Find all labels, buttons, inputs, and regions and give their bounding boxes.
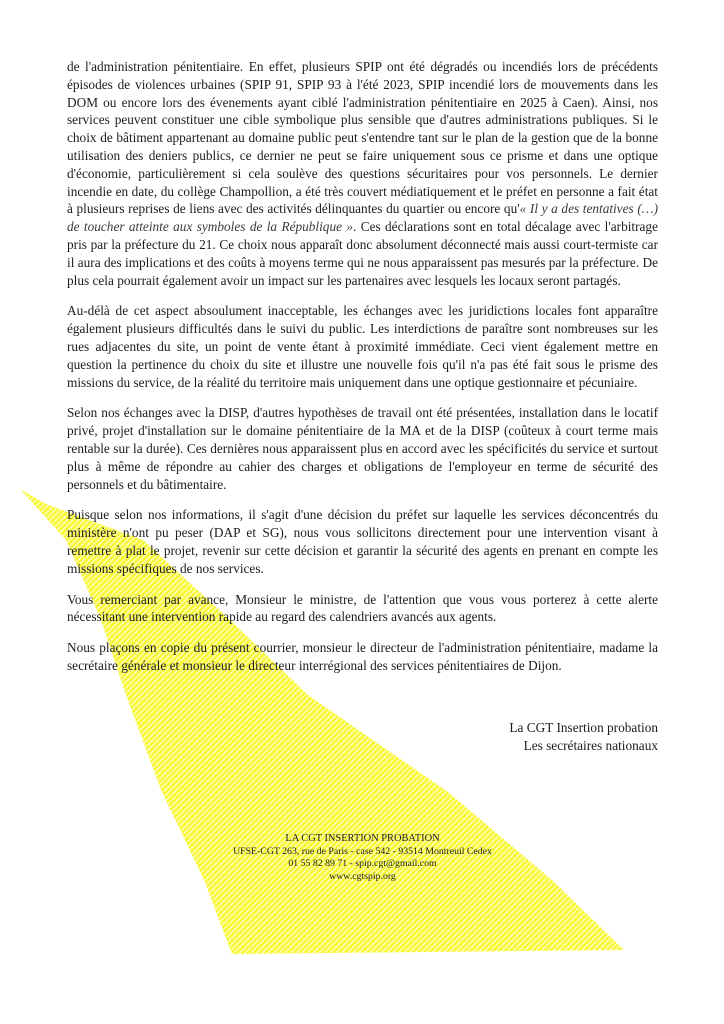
paragraph bbox=[67, 639, 658, 675]
signature-role: Les secrétaires nationaux bbox=[523, 737, 658, 753]
signature-org: La CGT Insertion probation bbox=[509, 719, 658, 735]
footer-website: www.cgtspip.org bbox=[329, 870, 396, 882]
footer-address: UFSE-CGT 263, rue de Paris - case 542 - 93514 Montreuil Cedex bbox=[233, 845, 492, 857]
letter-body bbox=[67, 58, 658, 675]
paragraph bbox=[67, 58, 658, 289]
quoted-speech: « Il y a des tentatives (…) de toucher atteinte aux symboles de la République » bbox=[67, 201, 659, 235]
letterhead-footer bbox=[67, 832, 658, 883]
paragraph-text: Au-délà de cet aspect absoulument inacceptable, les échanges avec les juridictions locales font apparaître également plusieurs difficultés dans le suivi du public. Les interdictions de paraître sont nombreuses sur les rues adjacentes du site, un point de vente étant à proximité immédiate. Ceci vient également mettre en question la pertinence du choix du site et illustre une nouvelle fois qu'il n'a pas été fait sous le prisme des missions du service, de la réalité du territoire mais uniquement dans une optique gestionnaire et pécuniaire. bbox=[67, 303, 658, 390]
paragraph-text: Selon nos échanges avec la DISP, d'autres hypothèses de travail ont été présentées, installation dans le locatif privé, projet d'installation sur le domaine pénitentiaire de la MA et de la DISP (coûteux à court terme mais rentable sur la durée). Ces dernières nous apparaissent plus en accord avec les spécificités du service et surtout plus à même de répondre au cahier des charges et obligations de l'employeur en terme de sécurité des personnels et du bâtimentaire. bbox=[67, 405, 658, 492]
paragraph bbox=[67, 506, 658, 577]
footer-phone-email: 01 55 82 89 71 - spip.cgt@gmail.com bbox=[288, 858, 437, 870]
paragraph-text: Vous remerciant par avance, Monsieur le ministre, de l'attention que vous vous porterez à cette alerte nécessitant une intervention rapide au regard des calendriers avancés aux agents. bbox=[67, 591, 658, 625]
signature-block bbox=[67, 719, 658, 755]
paragraph-text: de l'administration pénitentiaire. En effet, plusieurs SPIP ont été dégradés ou incendiés lors de précédents épisodes de violences urbaines (SPIP 91, SPIP 93 à l'été 2023, SPIP incendié lors de mouvements dans les DOM ou encore lors des évenements ayant ciblé l'administration pénitentiaire en 2025 à Caen). Ainsi, nos services peuvent constituer une cible symbolique plus sensible que d'autres administrations publiques. Si le choix de bâtiment appartenant au domaine public peut s'entendre tant sur le plan de la gestion que de la bonne utilisation des deniers publics, ce dernier ne peut se faire uniquement sous ce prisme et dans une optique d'économie, particulièrement si cela soulève des questions sécuritaires pour vos personnels. Le dernier incendie en date, du collège Champollion, a été très couvert médiatiquement et le préfet en personne a fait état à plusieurs reprises de liens avec des activités délinquantes du quartier ou encore qu' bbox=[67, 59, 658, 217]
footer-org-name: LA CGT INSERTION PROBATION bbox=[285, 833, 440, 845]
paragraph-text: Nous plaçons en copie du présent courrier, monsieur le directeur de l'administration pénitentiaire, madame la secrétaire générale et monsieur le directeur interrégional des services pénitentiaires de Dijon. bbox=[67, 640, 658, 673]
paragraph-text: . Ces déclarations sont en total décalage avec l'arbitrage pris par la préfecture du 21. Ce choix nous apparaît donc absolument déconnecté mais aussi court-termiste car il aura des implications et des coûts à moyens terme qui ne nous apparaissent pas mesurés par la préfecture. De plus cela pourrait également avoir un impact sur les partenaires avec lesquels les locaux seront partagés. bbox=[67, 219, 658, 288]
paragraph bbox=[67, 404, 658, 493]
paragraph bbox=[67, 591, 658, 627]
paragraph-text: Puisque selon nos informations, il s'agit d'une décision du préfet sur laquelle les services déconcentrés du ministère n'ont pu peser (DAP et SG), nous vous sollicitons directement pour une intervention visant à remettre à plat le projet, revenir sur cette décision et garantir la sécurité des agents en prenant en compte les missions spécifiques de nos services. bbox=[67, 507, 658, 576]
paragraph bbox=[67, 302, 658, 391]
